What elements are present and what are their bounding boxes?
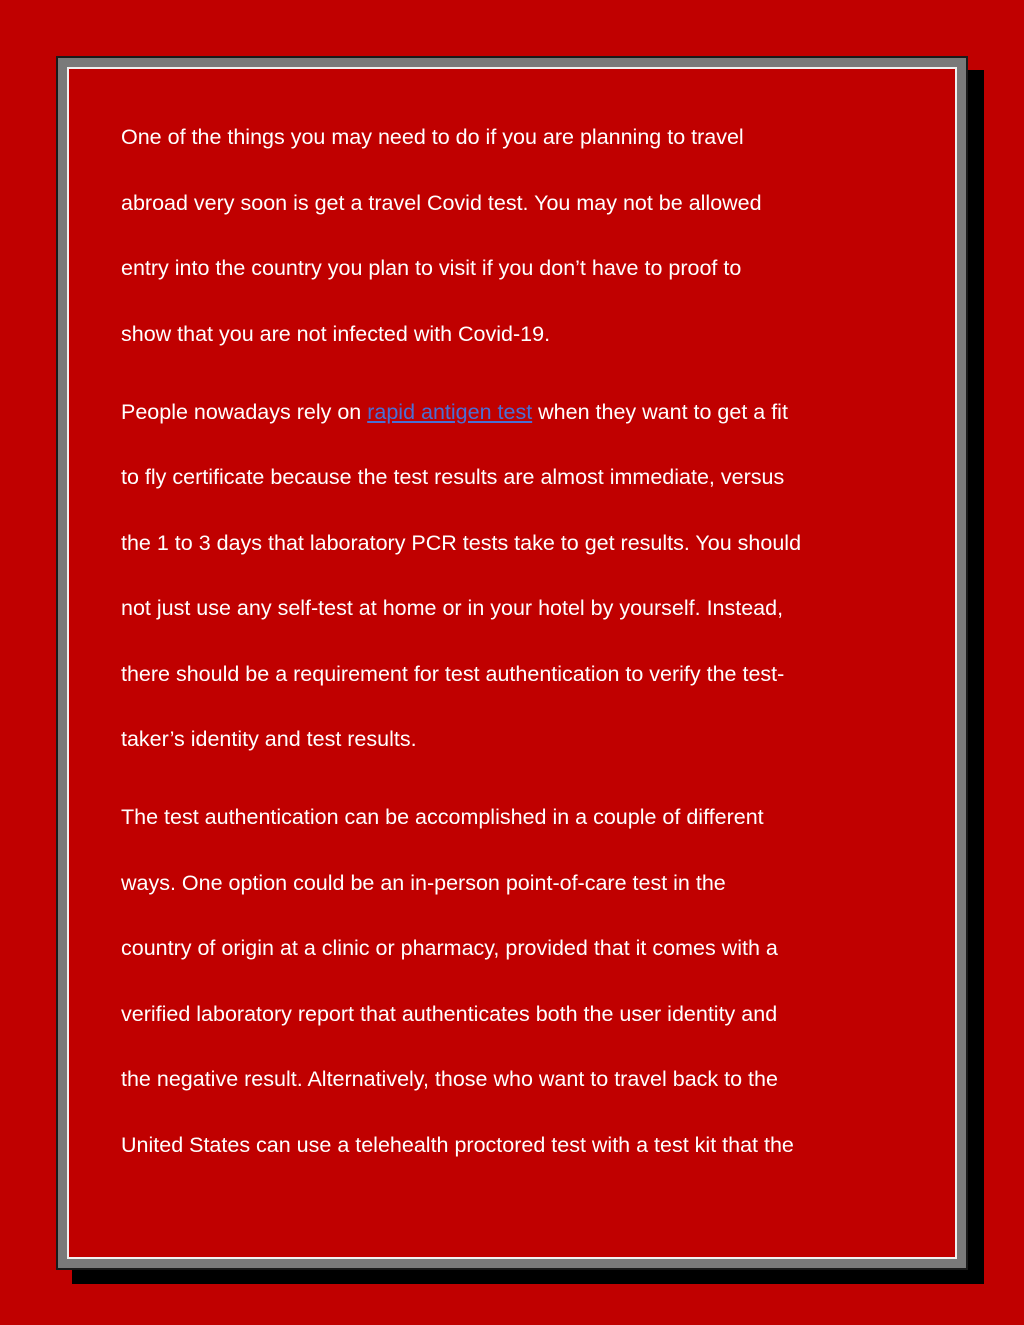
text-line: show that you are not infected with Covid-19. [121, 321, 551, 346]
text-line: to fly certificate because the test results are almost immediate, versus [121, 465, 785, 489]
text-line: the 1 to 3 days that laboratory PCR tests take to get results. You should [121, 530, 802, 555]
text-line: there should be a requirement for test authentication to verify the test- [121, 661, 785, 686]
text-line: verified laboratory report that authenticates both the user identity and [121, 1001, 778, 1026]
text-line: not just use any self-test at home or in your hotel by yourself. Instead, [121, 596, 784, 620]
text-after-link: when they want to get a fit [532, 399, 788, 424]
rapid-antigen-test-link[interactable]: rapid antigen test [367, 399, 533, 424]
text-line: United States can use a telehealth proctored test with a test kit that the [121, 1132, 794, 1157]
text-line: One of the things you may need to do if you are planning to travel [121, 125, 744, 149]
paragraph-1 [121, 105, 921, 367]
text-line: The test authentication can be accomplished in a couple of different [121, 805, 764, 829]
paragraph-3 [121, 785, 921, 1178]
text-line: entry into the country you plan to visit if you don’t have to proof to [121, 256, 742, 280]
document-body [121, 105, 921, 1191]
text-line: the negative result. Alternatively, those who want to travel back to the [121, 1067, 778, 1091]
text-line: country of origin at a clinic or pharmacy, provided that it comes with a [121, 936, 778, 960]
text-line: taker’s identity and test results. [121, 727, 417, 751]
paragraph-2 [121, 380, 921, 773]
text-line: abroad very soon is get a travel Covid test. You may not be allowed [121, 190, 762, 215]
text-line-with-link [121, 380, 921, 446]
text-before-link: People nowadays rely on [121, 399, 368, 424]
text-line: ways. One option could be an in-person point-of-care test in the [121, 870, 726, 895]
